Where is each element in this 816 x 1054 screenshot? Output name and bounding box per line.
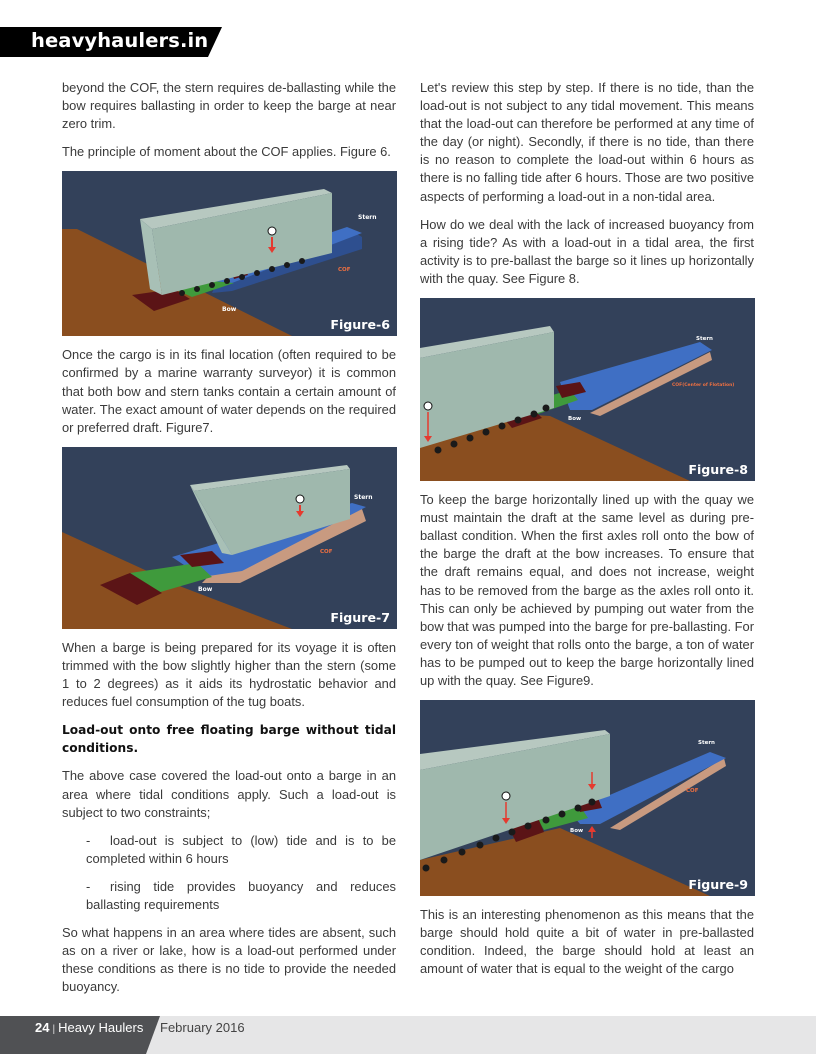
- svg-text:Stern: Stern: [698, 740, 715, 747]
- svg-text:Bow: Bow: [568, 416, 582, 423]
- svg-text:COF: COF: [320, 548, 333, 555]
- svg-text:Bow: Bow: [198, 585, 213, 593]
- bullet-item: [86, 878, 396, 914]
- paragraph: Once the cargo is in its final location (often required to be confirmed by a marine warranty surveyor) it is common that both bow and stern tanks contain a certain amount of water. The exact amount of water depends on the required or preferred draft. Figure7.: [62, 347, 396, 435]
- figure-6: [62, 171, 397, 336]
- paragraph: So what happens in an area where tides are absent, such as on a river or lake, how is a load-out performed under these conditions as there is no tide to provide the needed buoyancy.: [62, 925, 396, 995]
- paragraph: Let's review this step by step. If there is no tide, than the load-out is not subject to any tidal movement. This means that the load-out can therefore be performed at any time of the day (or night). Secondly, if there is no tide, than there is no reason to complete the load-out within 6 hours as there is no falling tide after 6 hours. Those are two positive aspects of performing a load-out in a non-tidal area.: [420, 80, 754, 204]
- publication-name: Heavy Haulers: [58, 1020, 144, 1035]
- figure-9: [420, 700, 755, 896]
- paragraph: The principle of moment about the COF applies. Figure 6.: [62, 144, 391, 160]
- svg-text:Stern: Stern: [354, 493, 373, 501]
- left-column: [62, 79, 396, 1006]
- figure-label: Figure-9: [688, 877, 748, 893]
- bullet-dash: -: [86, 832, 91, 848]
- figure-label: Figure-6: [330, 317, 390, 333]
- footer-page-info: [35, 1020, 143, 1035]
- page-footer: [0, 1016, 816, 1054]
- figure-label: Figure-7: [330, 609, 390, 625]
- paragraph: How do we deal with the lack of increased buoyancy from a rising tide? As with a load-out in a tidal area, the first activity is to pre-ballast the barge so it lines up horizontally with the quay. See Figure 8.: [420, 216, 754, 286]
- issue-date: February 2016: [160, 1020, 245, 1035]
- figure-7-illustration: [62, 447, 397, 629]
- paragraph: When a barge is being prepared for its voyage it is often trimmed with the bow slightly higher than the stern (some 1 to 2 degrees) as it aids its hydrostatic behavior and reduces fuel consumption of the tug boats.: [62, 639, 396, 710]
- page-number: 24: [35, 1020, 50, 1035]
- bullet-dash: -: [86, 878, 91, 894]
- bullet-text: rising tide provides buoyancy and reduces ballasting requirements: [86, 878, 396, 912]
- paragraph: The above case covered the load-out onto a barge in an area where tidal conditions apply. Such a load-out is subject to two constraints;: [62, 768, 396, 820]
- brand-name: heavyhaulers.in: [31, 29, 209, 52]
- paragraph: To keep the barge horizontally lined up with the quay we must maintain the draft at the same level as during pre-ballast condition. When the first axles roll onto the bow of the barge the draft at the bow increases. To ensure that the draft remains equal, and does not increase, weight has to be removed from the barge as the axles roll onto it. This can only be achieved by pumping out water from the bow that was pumped into the barge for pre-ballasting. For every ton of weight that rolls onto the barge, a ton of water has to be pumped out to keep the barge horizontally lined up with the quay. See Figure9.: [420, 492, 754, 688]
- svg-text:COF(Center of Flotation): COF(Center of Flotation): [672, 383, 735, 389]
- footer-separator: |: [52, 1024, 56, 1035]
- paragraph: beyond the COF, the stern requires de-ballasting while the bow requires ballasting in order to keep the barge at near zero trim.: [62, 80, 396, 132]
- svg-text:Bow: Bow: [570, 828, 584, 835]
- figure-9-illustration: [420, 700, 755, 896]
- figure-6-illustration: [62, 171, 397, 336]
- bullet-text: load-out is subject to (low) tide and is to be completed within 6 hours: [86, 832, 396, 866]
- section-heading: Load-out onto free floating barge without tidal conditions.: [62, 723, 396, 756]
- svg-text:Stern: Stern: [358, 214, 377, 222]
- right-column: [420, 79, 754, 988]
- masthead: [0, 27, 222, 57]
- paragraph: This is an interesting phenomenon as this means that the barge should hold quite a bit of water in pre-ballasted condition. Indeed, the barge should hold at least an amount of water that is equal to the weight of the cargo: [420, 907, 754, 977]
- svg-text:Stern: Stern: [696, 336, 713, 343]
- figure-7: [62, 447, 397, 629]
- figure-8-illustration: [420, 298, 755, 481]
- bullet-item: [86, 832, 396, 868]
- figure-8: [420, 298, 755, 481]
- svg-text:COF: COF: [338, 267, 351, 274]
- svg-text:COF: COF: [686, 788, 699, 795]
- svg-text:Bow: Bow: [222, 306, 237, 314]
- figure-label: Figure-8: [688, 462, 748, 478]
